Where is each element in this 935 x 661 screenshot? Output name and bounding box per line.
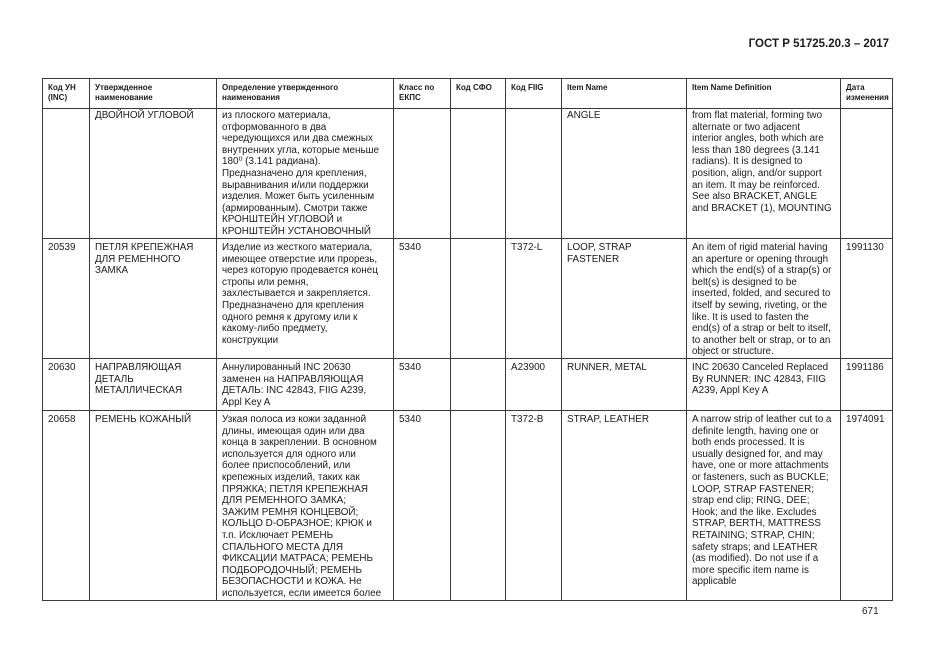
item-name-definition-cell xyxy=(687,109,841,239)
approved-definition-text: через которую продевается конец xyxy=(222,265,378,277)
sfo-code-cell xyxy=(451,359,506,411)
column-header-label: наименование xyxy=(95,93,153,102)
approved-definition-text: 180⁰ (3.141 радиана). xyxy=(222,156,321,168)
table-header xyxy=(43,79,893,109)
approved-name-text: ДЕТАЛЬ xyxy=(95,373,134,385)
item-name-definition-text: alternate or two adjacent xyxy=(692,121,801,133)
approved-name-text: ДЛЯ РЕМЕННОГО xyxy=(95,253,181,265)
item-name-definition-text: INC 20630 Canceled Replaced xyxy=(692,362,829,373)
column-header-label: изменения xyxy=(846,93,889,102)
item-name-cell xyxy=(562,109,687,239)
document-title: ГОСТ Р 51725.20.3 – 2017 xyxy=(748,38,889,50)
item-name-definition-text: object or structure. xyxy=(692,346,774,358)
item-name-definition-text: position, align, and/or support xyxy=(692,167,822,179)
item-name-definition-cell xyxy=(687,411,841,601)
approved-name-text: ДВОЙНОЙ УГЛОВОЙ xyxy=(95,110,194,121)
approved-name-text: ПЕТЛЯ КРЕПЕЖНАЯ xyxy=(95,242,194,253)
inc-code-text: 20658 xyxy=(48,414,76,425)
inc-code-cell xyxy=(43,411,90,601)
approved-definition-text: ДЕТАЛЬ: INC 42843, FIIG A239, xyxy=(222,385,367,397)
approved-name-cell xyxy=(90,239,217,359)
item-name-text: STRAP, LEATHER xyxy=(567,414,649,425)
ekps-class-cell xyxy=(394,359,451,411)
approved-definition-text: захлестывается и закрепляется. xyxy=(222,288,371,300)
item-name-definition-text: By RUNNER: INC 42843, FIIG xyxy=(692,373,826,385)
item-name-cell xyxy=(562,359,687,411)
catalog-table xyxy=(42,78,893,601)
approved-definition-text: более приспособлений, или xyxy=(222,460,351,472)
column-header-label: Код FIIG xyxy=(511,83,544,92)
item-name-definition-text: Hook; and the like. Excludes xyxy=(692,506,817,518)
approved-definition-text: чередующихся или два смежных xyxy=(222,133,373,145)
approved-definition-text: СПАЛЬНОГО МЕСТА ДЛЯ xyxy=(222,541,343,553)
approved-definition-text: (армированным). Смотри также xyxy=(222,202,368,214)
change-date-cell xyxy=(841,411,893,601)
approved-definition-text: используется, если имеется более xyxy=(222,587,382,599)
table-row xyxy=(43,359,893,411)
approved-definition-text: выравнивания и/или поддержки xyxy=(222,179,369,191)
column-header-label: Item Name Definition xyxy=(692,83,772,92)
item-name-text: ANGLE xyxy=(567,110,601,121)
item-name-definition-text: have, one or more attachments xyxy=(692,460,829,472)
approved-definition-cell xyxy=(217,239,394,359)
approved-definition-text: т.п. Исключает РЕМЕНЬ xyxy=(222,529,334,541)
item-name-definition-text: strap end clip; RING, DEE; xyxy=(692,495,810,507)
item-name-definition-text: (as modified). Do not use if a xyxy=(692,553,819,565)
item-name-cell xyxy=(562,239,687,359)
ekps-class-text: 5340 xyxy=(399,362,421,373)
item-name-text: FASTENER xyxy=(567,253,620,265)
item-name-definition-text: STRAP, BERTH, MATTRESS xyxy=(692,518,821,530)
column-header-inc-code xyxy=(43,79,90,109)
approved-definition-text: КРОНШТЕЙН УСТАНОВОЧНЫЙ xyxy=(222,225,372,237)
approved-definition-text: Аннулированный INC 20630 xyxy=(222,362,351,373)
change-date-text: 1974091 xyxy=(846,414,885,425)
approved-definition-text: КОЛЬЦО D-ОБРАЗНОЕ; КРЮК и xyxy=(222,518,372,530)
approved-definition-text: заменен на НАПРАВЛЯЮЩАЯ xyxy=(222,373,364,385)
sfo-code-cell xyxy=(451,411,506,601)
approved-definition-text: какому-либо предмету, xyxy=(222,323,328,335)
approved-definition-text: ЗАЖИМ РЕМНЯ КОНЦЕВОЙ; xyxy=(222,506,359,518)
fiig-code-cell xyxy=(506,359,562,411)
column-header-label: Определение утвержденного xyxy=(222,83,339,92)
item-name-definition-text: An item of rigid material having xyxy=(692,242,828,253)
approved-definition-text: ПОДБОРОДОЧНЫЙ; РЕМЕНЬ xyxy=(222,564,362,576)
item-name-definition-text: safety straps; and LEATHER xyxy=(692,541,818,553)
table-row xyxy=(43,109,893,239)
fiig-code-text: T372-B xyxy=(511,414,544,425)
item-name-definition-text: and BRACKET (1), MOUNTING xyxy=(692,202,832,214)
column-header-label: Код УН xyxy=(48,83,76,92)
sfo-code-cell xyxy=(451,239,506,359)
item-name-definition-text: RETAINING; STRAP, CHIN; xyxy=(692,529,815,541)
fiig-code-text: T372-L xyxy=(511,242,543,253)
item-name-definition-text: less than 180 degrees (3.141 xyxy=(692,144,820,156)
change-date-cell xyxy=(841,359,893,411)
item-name-definition-text: A239, Appl Key A xyxy=(692,385,769,397)
approved-definition-text: ПРЯЖКА; ПЕТЛЯ КРЕПЕЖНАЯ xyxy=(222,483,368,495)
approved-definition-text: Изделие из жесткого материала, xyxy=(222,242,373,253)
ekps-class-text: 5340 xyxy=(399,414,421,425)
approved-name-text: МЕТАЛЛИЧЕСКАЯ xyxy=(95,385,183,397)
approved-definition-cell xyxy=(217,109,394,239)
item-name-text: LOOP, STRAP xyxy=(567,242,632,253)
column-header-label: (INC) xyxy=(48,93,68,102)
approved-definition-text: КРОНШТЕЙН УГЛОВОЙ и xyxy=(222,214,343,226)
item-name-definition-text: usually designed for, and may xyxy=(692,448,823,460)
approved-definition-text: длины, имеющая один или два xyxy=(222,425,365,437)
approved-definition-text: изделия. Может быть усиленным xyxy=(222,191,375,203)
item-name-definition-text: end(s) of a strap or belt to itself, xyxy=(692,323,831,335)
change-date-cell xyxy=(841,239,893,359)
fiig-code-text: A23900 xyxy=(511,362,546,373)
item-name-definition-text: belt(s) is designed to be xyxy=(692,276,797,288)
approved-name-cell xyxy=(90,411,217,601)
item-name-definition-text: an aperture or opening through xyxy=(692,253,829,265)
approved-definition-text: Предназначено для крепления, xyxy=(222,167,367,179)
sfo-code-cell xyxy=(451,109,506,239)
column-header-change-date xyxy=(841,79,893,109)
approved-definition-cell xyxy=(217,359,394,411)
table-row xyxy=(43,411,893,601)
change-date-cell xyxy=(841,109,893,239)
column-header-label: наименования xyxy=(222,93,280,102)
approved-name-cell xyxy=(90,109,217,239)
approved-definition-text: из плоского материала, xyxy=(222,110,331,121)
item-name-text: RUNNER, METAL xyxy=(567,362,647,373)
table-row xyxy=(43,239,893,359)
column-header-label: Item Name xyxy=(567,83,608,92)
ekps-class-cell xyxy=(394,239,451,359)
inc-code-cell xyxy=(43,109,90,239)
approved-definition-text: имеющее отверстие или прорезь, xyxy=(222,253,378,265)
item-name-definition-text: See also BRACKET, ANGLE xyxy=(692,191,818,203)
inc-code-text: 20539 xyxy=(48,242,76,253)
item-name-definition-text: definite length, having one or xyxy=(692,425,819,437)
column-header-ekps-class xyxy=(394,79,451,109)
column-header-item-name xyxy=(562,79,687,109)
approved-definition-text: конструкции xyxy=(222,334,279,346)
approved-name-text: НАПРАВЛЯЮЩАЯ xyxy=(95,362,182,373)
ekps-class-cell xyxy=(394,109,451,239)
item-name-definition-text: interior angles, both which are xyxy=(692,133,824,145)
fiig-code-cell xyxy=(506,109,562,239)
item-name-definition-text: from flat material, forming two xyxy=(692,110,823,121)
item-name-definition-text: like. It is used to fasten the xyxy=(692,311,809,323)
inc-code-cell xyxy=(43,359,90,411)
approved-definition-text: отформованного в два xyxy=(222,121,327,133)
item-name-definition-cell xyxy=(687,359,841,411)
column-header-label: Дата xyxy=(846,83,865,92)
change-date-text: 1991130 xyxy=(846,242,884,253)
table-body xyxy=(43,109,893,601)
item-name-definition-text: inserted, folded, and secured to xyxy=(692,288,831,300)
inc-code-text: 20630 xyxy=(48,362,76,373)
column-header-approved-definition xyxy=(217,79,394,109)
approved-definition-text: крепежных изделий, таких как xyxy=(222,471,360,483)
column-header-item-name-definition xyxy=(687,79,841,109)
approved-definition-text: БЕЗОПАСНОСТИ и КОЖА. Не xyxy=(222,576,362,588)
approved-definition-text: ДЛЯ РЕМЕННОГО ЗАМКА; xyxy=(222,495,347,507)
item-name-definition-text: itself by sewing, riveting, or the xyxy=(692,299,828,311)
item-name-definition-text: or fasteners, such as BUCKLE; xyxy=(692,471,829,483)
approved-definition-cell xyxy=(217,411,394,601)
item-name-definition-text: A narrow strip of leather cut to a xyxy=(692,414,832,425)
item-name-definition-text: to another belt or strap, or to an xyxy=(692,334,831,346)
header-row xyxy=(43,79,893,109)
approved-definition-text: Узкая полоса из кожи заданной xyxy=(222,414,367,425)
column-header-fiig-code xyxy=(506,79,562,109)
column-header-approved-name xyxy=(90,79,217,109)
inc-code-cell xyxy=(43,239,90,359)
item-name-definition-text: applicable xyxy=(692,576,737,588)
approved-definition-text: используется для одного или xyxy=(222,448,356,460)
column-header-sfo-code xyxy=(451,79,506,109)
fiig-code-cell xyxy=(506,411,562,601)
page-number: 671 xyxy=(862,606,879,617)
item-name-definition-text: LOOP, STRAP FASTENER; xyxy=(692,483,815,495)
approved-definition-text: внутренних угла, которые меньше xyxy=(222,144,380,156)
item-name-definition-text: radians). It is designed to xyxy=(692,156,803,168)
item-name-definition-cell xyxy=(687,239,841,359)
approved-name-cell xyxy=(90,359,217,411)
item-name-definition-text: an item. It may be reinforced. xyxy=(692,179,820,191)
item-name-definition-text: both ends processed. It is xyxy=(692,437,805,449)
ekps-class-text: 5340 xyxy=(399,242,421,253)
item-name-definition-text: more specific item name is xyxy=(692,564,809,576)
approved-name-text: ЗАМКА xyxy=(95,265,129,277)
item-name-definition-text: which the end(s) of a strap(s) or xyxy=(692,265,832,277)
item-name-cell xyxy=(562,411,687,601)
approved-definition-text: конца в закреплении. В основном xyxy=(222,437,377,449)
change-date-text: 1991186 xyxy=(846,362,884,373)
approved-name-text: РЕМЕНЬ КОЖАНЫЙ xyxy=(95,414,192,425)
column-header-label: Код СФО xyxy=(456,83,492,92)
column-header-label: Класс по xyxy=(399,83,435,92)
fiig-code-cell xyxy=(506,239,562,359)
approved-definition-text: Appl Key A xyxy=(222,396,271,408)
approved-definition-text: стропы или ремня, xyxy=(222,276,309,288)
ekps-class-cell xyxy=(394,411,451,601)
approved-definition-text: ФИКСАЦИИ МАТРАСА; РЕМЕНЬ xyxy=(222,553,373,565)
approved-definition-text: Предназначено для крепления xyxy=(222,299,364,311)
column-header-label: Утвержденное xyxy=(95,83,153,92)
column-header-label: ЕКПС xyxy=(399,93,421,102)
approved-definition-text: одного ремня к другому или к xyxy=(222,311,358,323)
